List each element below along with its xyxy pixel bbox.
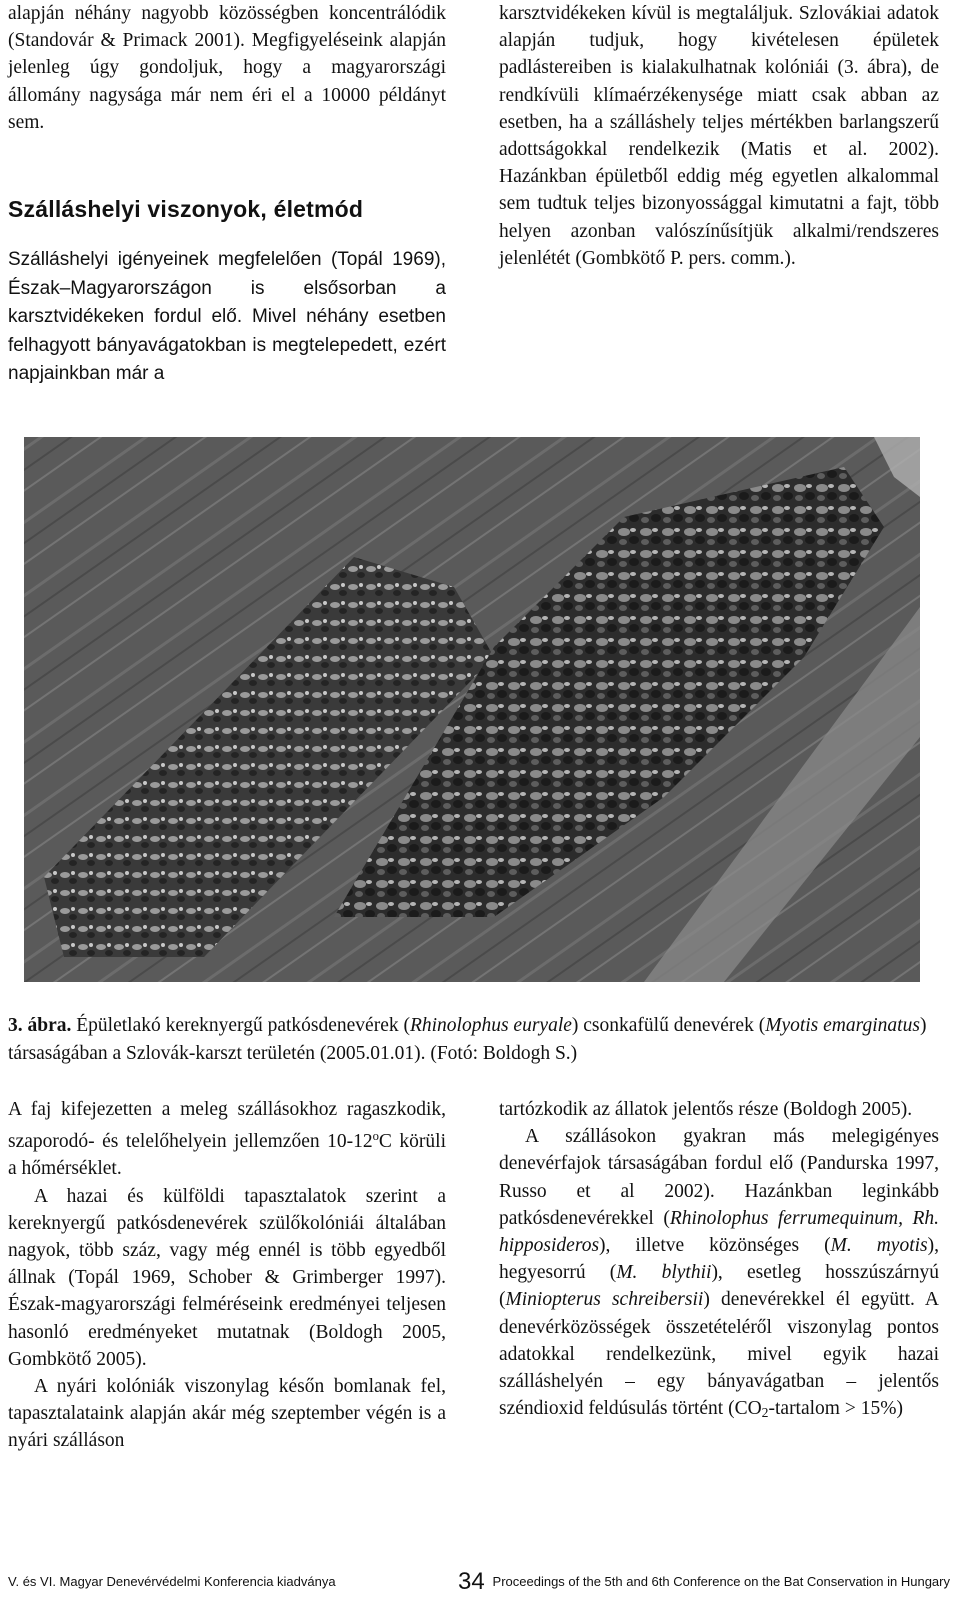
bat-colony-photo: [24, 437, 920, 982]
top-left-column: [8, 0, 446, 389]
top-right-column: [499, 0, 939, 272]
page-number: 34: [458, 1568, 485, 1595]
paragraph: [8, 1096, 446, 1183]
subscript: 2: [761, 1405, 769, 1421]
species-name: Rhinolophus euryale: [409, 1015, 572, 1036]
caption-text: Épületlakó kereknyergű patkósdenevérek (: [71, 1015, 410, 1036]
superscript: o: [372, 1129, 379, 1144]
species-name: Rhinolophus ferrumequinum, Rh. hipposideros: [499, 1207, 940, 1257]
species-name: M. myotis: [830, 1235, 928, 1257]
bottom-left-column: [8, 1096, 446, 1455]
text: A szállásokon gyakran más melegigényes denevérfajok társaságában fordul elő (Pandurska 1997, Russo et al 2002). Hazánkban leginkább patkósdenevérekkel (: [499, 1126, 939, 1229]
text: ), hegyesorrú (: [499, 1235, 939, 1284]
text: ) denevérekkel él együtt. A denevérközösségek összetételéről viszonylag pontos adatokkal rendelkezünk, mivel egyik hazai szálláshelyén – egy bányavágatban – jelentős széndioxid feldúsulás történt (CO: [499, 1289, 940, 1420]
species-name: Myotis emarginatus: [765, 1015, 920, 1036]
caption-text: ) csonkafülű denevérek (: [571, 1015, 766, 1036]
footer-right: Proceedings of the 5th and 6th Conference on the Bat Conservation in Hungary: [492, 1574, 950, 1589]
caption-text: ) társaságában a Szlovák-karszt területén (2005.01.01). (Fotó: Boldogh S.): [8, 1015, 927, 1064]
figure-label: 3. ábra.: [8, 1015, 72, 1036]
bottom-right-column: [499, 1096, 939, 1426]
footer-left: V. és VI. Magyar Denevérvédelmi Konferencia kiadványa: [8, 1574, 336, 1589]
text: ), esetleg hosszúszárnyú (: [499, 1262, 940, 1311]
paragraph: tartózkodik az állatok jelentős része (Boldogh 2005).: [499, 1099, 913, 1120]
species-name: Miniopterus schreibersii: [505, 1289, 704, 1311]
paragraph: [499, 1123, 939, 1426]
figure-caption: [8, 1012, 940, 1068]
paragraph: alapján néhány nagyobb közösségben koncentrálódik (Standovár & Primack 2001). Megfigyeléseink alapján jelenleg úgy gondoljuk, hogy a magyarországi állomány nagysága már nem éri el a 10000 példányt sem.: [8, 3, 446, 133]
paragraph: A hazai és külföldi tapasztalatok szerint a kereknyergű patkósdenevérek szülőkolóniái általában nagyok, több száz, vagy még ennél is több egyedből állnak (Topál 1969, Schober & Grimberger 1997). Észak-magyarországi felméréseink eredményei teljesen hasonló eredményeket mutatnak (Boldogh 2005, Gombkötő 2005).: [8, 1185, 446, 1370]
paragraph: Szálláshelyi igényeinek megfelelően (Topál 1969), Észak–Magyarországon is elsősorban a karsztvidékeken fordul elő. Mivel néhány esetben felhagyott bányavágatokban is megtelepedett, ezért napjainkban már a: [8, 249, 446, 385]
text: C körüli a hőmérséklet.: [8, 1131, 446, 1180]
text: -tartalom > 15%): [768, 1398, 903, 1420]
paragraph: A nyári kolóniák viszonylag későn bomlanak fel, tapasztalataink alapján akár még szeptember végén is a nyári szálláson: [8, 1376, 446, 1452]
species-name: M. blythii: [616, 1262, 712, 1284]
page-footer: [0, 1568, 960, 1594]
text: ), illetve közönséges (: [599, 1235, 831, 1257]
paragraph: karsztvidékeken kívül is megtaláljuk. Szlovákiai adatok alapján tudjuk, hogy kivételesen épületek padlástereiben is kialakulhatnak kolóniái (3. ábra), de rendkívüli klímaérzékenysége miatt csak abban az esetben, ha a szálláshely teljes mértékben barlangszerű adottságokkal rendelkezik (Matis et al. 2002). Hazánkban épületből eddig még egyetlen alkalommal sem tudtuk teljes bizonyossággal kimutatni a fajt, több helyen azonban valószínűsítjük alkalmi/rendszeres jelenlétét (Gombkötő P. pers. comm.).: [499, 3, 939, 269]
text: A faj kifejezetten a meleg szállásokhoz ragaszkodik, szaporodó- és telelőhelyein jellemzően 10-12: [8, 1099, 446, 1153]
section-heading: Szálláshelyi viszonyok, életmód: [8, 196, 364, 223]
